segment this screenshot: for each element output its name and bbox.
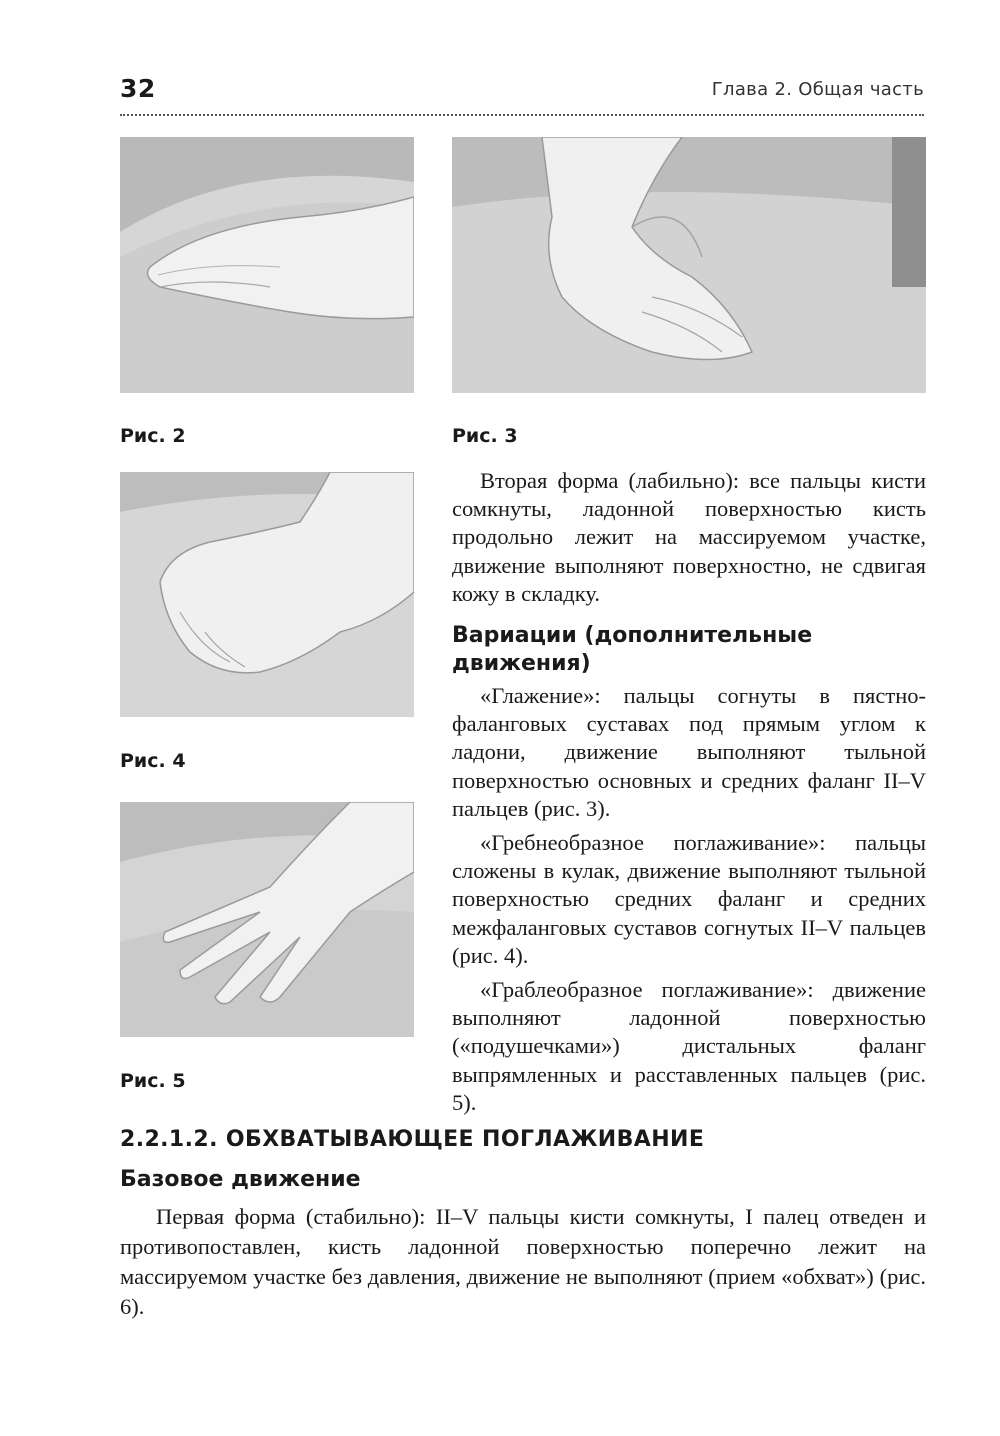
page-number: 32 [120, 74, 156, 103]
grebneobraznoe-paragraph: «Гребнеобразное поглаживание»: пальцы сложены в кулак, движение выполняют тыльной поверхностью средних фаланг и средних межфаланговых суставов согнутых II–V пальцев (рис. 4). [452, 830, 926, 968]
section-heading: 2.2.1.2. ОБХВАТЫВАЮЩЕЕ ПОГЛАЖИВАНИЕ [120, 1127, 705, 1152]
figure-5-photo [120, 802, 414, 1037]
figure-2-caption: Рис. 2 [120, 425, 186, 447]
hand-fist-stroking-photo-icon [120, 472, 414, 717]
subsection-heading: Базовое движение [120, 1167, 361, 1192]
figure-4-photo [120, 472, 414, 717]
second-form-paragraph: Вторая форма (лабильно): все пальцы кисти сомкнуты, ладонной поверхностью кисть продольно лежит на массируемом участке, движение выполняют поверхностно, не сдвигая кожу в складку. [452, 468, 926, 606]
header-divider [120, 114, 924, 116]
hand-knuckles-stroking-photo-icon [452, 137, 926, 393]
figure-3-photo [452, 137, 926, 393]
hand-palm-stroking-photo-icon [120, 137, 414, 393]
hand-spread-fingers-photo-icon [120, 802, 414, 1037]
variations-heading: Вариации (дополнительные движения) [452, 623, 813, 676]
first-form-paragraph-block [120, 1202, 926, 1322]
grableobraznoe-paragraph: «Граблеобразное поглаживание»: движение выполняют ладонной поверхностью («подушечками») дистальных фаланг выпрямленных и расставленных пальцев (рис. 5). [452, 977, 926, 1115]
figure-4-caption: Рис. 4 [120, 750, 186, 772]
variations-text-block [452, 682, 926, 1117]
glazhenie-paragraph: «Глажение»: пальцы согнуты в пястно-фаланговых суставах под прямым углом к ладони, движение выполняют тыльной поверхностью основных и средних фаланг II–V пальцев (рис. 3). [452, 683, 926, 821]
figure-3-caption: Рис. 3 [452, 425, 518, 447]
figure-2-photo [120, 137, 414, 393]
second-form-paragraph-block [452, 467, 926, 608]
figure-5-caption: Рис. 5 [120, 1070, 186, 1092]
first-form-paragraph: Первая форма (стабильно): II–V пальцы кисти сомкнуты, I палец отведен и противопоставлен, кисть ладонной поверхностью поперечно лежит на массируемом участке без давления, движение не выполняют (прием «обхват») (рис. 6). [120, 1204, 926, 1319]
running-title: Глава 2. Общая часть [711, 79, 924, 100]
